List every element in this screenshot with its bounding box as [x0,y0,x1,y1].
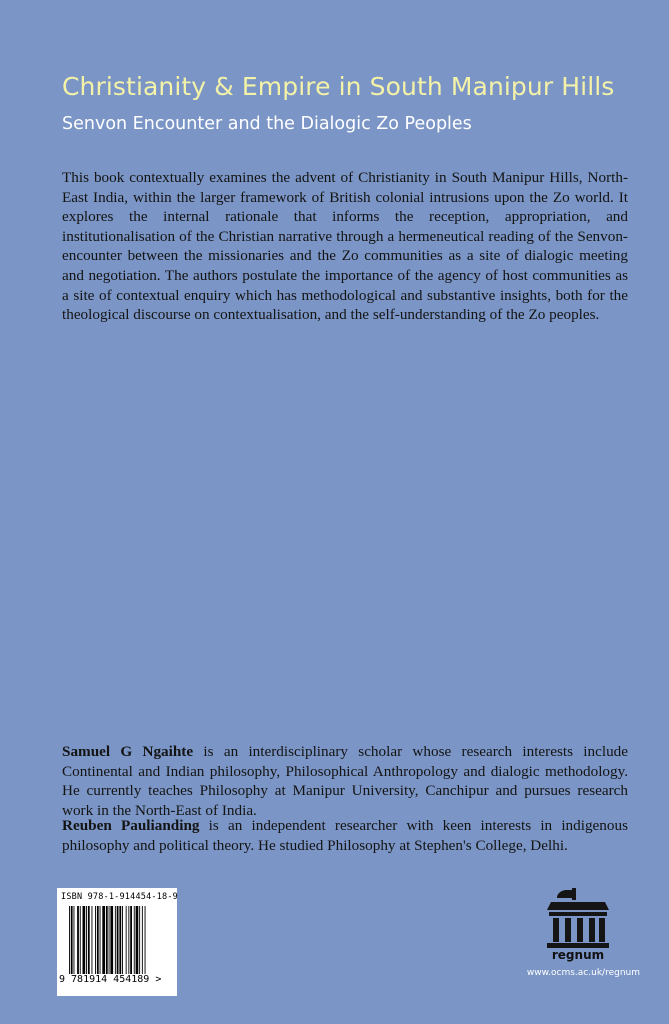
author-bio-2 [62,816,628,855]
isbn-barcode [57,888,177,996]
publisher-url: www.ocms.ac.uk/regnum [526,968,640,978]
publisher-name: regnum [551,948,605,962]
book-subtitle: Senvon Encounter and the Dialogic Zo Peoples [62,114,472,134]
author-bio-text-2: is an independent researcher with keen interests in indigenous philosophy and political theory. He studied Philosophy at Stephen's College, Delhi. [62,817,628,854]
author-name-2: Reuben Paulianding [62,817,200,834]
book-description: This book contextually examines the advent of Christianity in South Manipur Hills, North-East India, within the larger framework of British colonial intrusions upon the Zo world. It explores the internal rationale that informs the reception, appropriation, and institutionalisation of the Christian narrative through a hermeneutical reading of the Senvon-encounter between the missionaries and the Zo communities as a site of dialogic meeting and negotiation. The authors postulate the importance of the agency of host communities as a site of contextual enquiry which has methodological and substantive insights, both for the theological discourse on contextualisation, and the self-understanding of the Zo peoples. [62,169,628,324]
isbn-label: ISBN 978-1-914454-18-9 [61,892,178,902]
barcode-bars [69,906,169,974]
book-title: Christianity & Empire in South Manipur Hills [62,72,615,101]
author-bio-text-1: is an interdisciplinary scholar whose research interests include Continental and Indian philosophy, Philosophical Anthropology and dialogic methodology. He currently teaches Philosophy at Manipur University, Canchipur and pursues research work in the North-East of India. [62,743,628,819]
author-bio-1 [62,742,628,820]
author-name-1: Samuel G Ngaihte [62,743,194,760]
barcode-digits: 9 781914 454189 > [59,974,162,985]
